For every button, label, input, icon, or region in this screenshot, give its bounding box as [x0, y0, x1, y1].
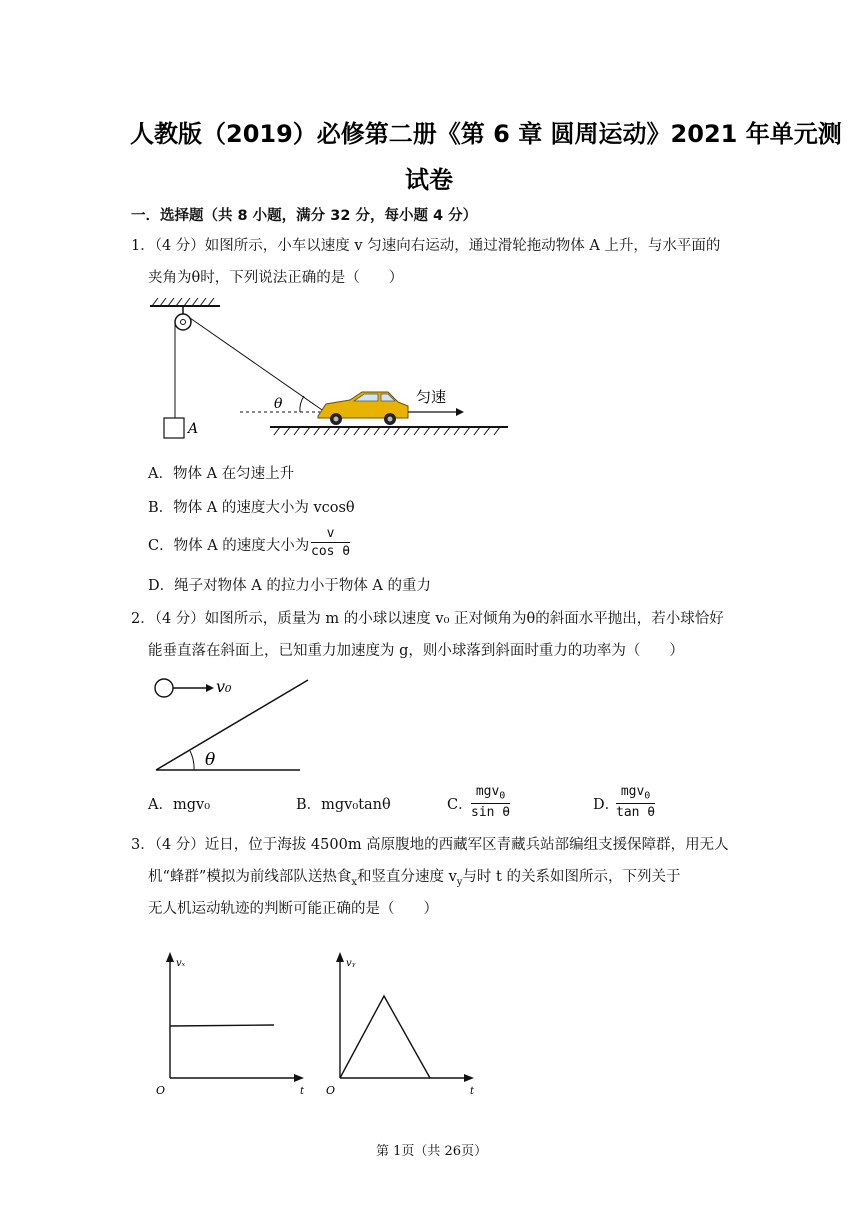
fraction-denominator: tan θ [616, 804, 656, 820]
graph2-xlabel: t [470, 1086, 475, 1097]
graph2-ylabel: vᵧ [346, 958, 356, 969]
question-2-option-A: A．mgv₀ [148, 797, 211, 813]
question-2-figure [150, 672, 320, 782]
question-2-option-D-fraction [616, 784, 655, 820]
graph1-xlabel: t [300, 1086, 305, 1097]
question-3-graph-vy [322, 950, 482, 1100]
fraction-subscript: 0 [644, 790, 651, 802]
page-title-line2: 试卷 [405, 166, 453, 194]
question-3-line2-c: 与时 t 的关系如图所示，下列关于 [462, 869, 681, 885]
fraction-numerator: v [311, 526, 350, 543]
question-1-line2: 夹角为θ时，下列说法正确的是（ ） [148, 270, 404, 286]
car-icon [318, 392, 408, 425]
label-theta-2: θ [205, 750, 216, 770]
label-theta: θ [274, 396, 283, 412]
question-2-option-C: C． [447, 797, 473, 813]
ball-icon [155, 679, 173, 697]
pulley-icon [175, 314, 191, 330]
subscript-x: x [351, 876, 357, 888]
label-A: A [188, 421, 199, 437]
label-speed: 匀速 [416, 388, 447, 406]
question-1-option-C: C．物体 A 的速度大小为 [148, 538, 310, 554]
question-1-option-D: D．绳子对物体 A 的拉力小于物体 A 的重力 [148, 578, 432, 594]
fraction-subscript: 0 [499, 790, 506, 802]
question-2-option-C-fraction [471, 784, 510, 820]
page-title-line1: 人教版（2019）必修第二册《第 6 章 圆周运动》2021 年单元测 [130, 120, 842, 148]
question-1-figure [140, 296, 520, 446]
question-2-line2: 能垂直落在斜面上，已知重力加速度为 g，则小球落到斜面时重力的功率为（ ） [148, 643, 684, 659]
fraction-denominator: sin θ [471, 804, 511, 820]
graph1-origin: O [156, 1084, 166, 1097]
question-3-line2-b: 和竖直分速度 v [356, 869, 457, 885]
fraction-denominator: cos θ [311, 544, 351, 559]
label-v0: v₀ [216, 677, 232, 696]
question-2-option-D: D． [593, 797, 620, 813]
fraction-numerator: mgv [620, 784, 645, 799]
block-A [164, 418, 184, 438]
question-2-option-B: B．mgv₀tanθ [296, 797, 391, 813]
graph2-origin: O [326, 1084, 336, 1097]
question-3-line1: 3．（4 分）近日，位于海拔 4500m 高原腹地的西藏军区青藏兵站部编组支援保障群，用无人 [131, 837, 729, 853]
question-3-line3: 无人机运动轨迹的判断可能正确的是（ ） [148, 901, 438, 917]
question-1-line1: 1．（4 分）如图所示，小车以速度 v 匀速向右运动，通过滑轮拖动物体 A 上升，与水平面的 [131, 238, 721, 254]
question-2-line1: 2．（4 分）如图所示，质量为 m 的小球以速度 v₀ 正对倾角为θ的斜面水平抛出，若小球恰好 [131, 611, 724, 627]
section-heading: 一．选择题（共 8 小题，满分 32 分，每小题 4 分） [131, 208, 478, 224]
question-3-line2-a: 机“蜂群”模拟为前线部队送热食 [148, 869, 352, 885]
question-1-option-B: B．物体 A 的速度大小为 vcosθ [148, 500, 355, 516]
question-1-option-C-fraction [311, 526, 350, 559]
page-footer: 第 1页（共 26页） [376, 1144, 488, 1159]
graph1-ylabel: vₓ [176, 958, 186, 969]
fraction-numerator: mgv [475, 784, 500, 799]
question-1-option-A: A．物体 A 在匀速上升 [148, 466, 295, 482]
question-3-line2 [148, 867, 680, 893]
subscript-y: y [456, 876, 463, 888]
question-3-graph-vx [152, 950, 312, 1100]
